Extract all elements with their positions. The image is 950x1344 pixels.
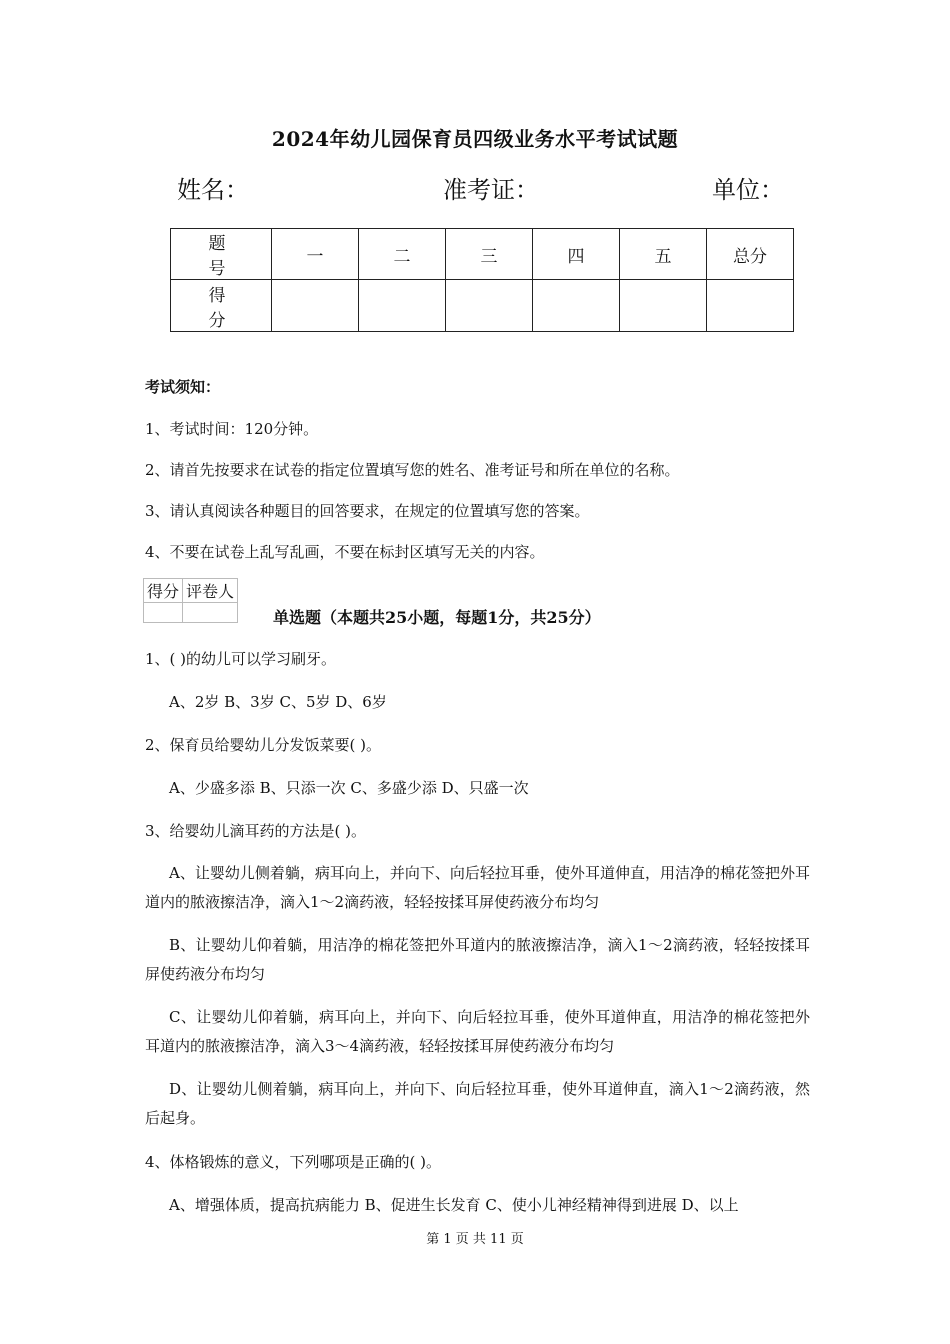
score-table-col-total: 总分: [707, 229, 794, 280]
grader-reviewer-cell: [183, 603, 238, 623]
score-cell: [272, 280, 359, 332]
score-table-col-2: 二: [359, 229, 446, 280]
ticket-label: 准考证：: [443, 176, 539, 204]
question-options: A、2岁 B、3岁 C、5岁 D、6岁: [169, 693, 387, 711]
score-cell: [620, 280, 707, 332]
notice-item: 4、不要在试卷上乱写乱画，不要在标封区填写无关的内容。: [145, 543, 545, 561]
question-stem: 3、给婴幼儿滴耳药的方法是( )。: [145, 822, 367, 840]
notice-item: 3、请认真阅读各种题目的回答要求，在规定的位置填写您的答案。: [145, 502, 590, 520]
score-table-col-3: 三: [446, 229, 533, 280]
question-option-b: B、让婴幼儿仰着躺，用洁净的棉花签把外耳道内的脓液擦洁净，滴入1～2滴药液，轻轻按揉耳屏使药液分布均匀: [145, 936, 810, 983]
score-table-col-5: 五: [620, 229, 707, 280]
notice-item: 2、请首先按要求在试卷的指定位置填写您的姓名、准考证号和所在单位的名称。: [145, 461, 680, 479]
notice-item: 1、考试时间：120分钟。: [145, 420, 319, 438]
page-footer: 第 1 页 共 11 页: [426, 1232, 524, 1247]
grader-box: [143, 578, 238, 623]
score-cell: [446, 280, 533, 332]
name-label: 姓名：: [177, 176, 249, 204]
question-option-c: C、让婴幼儿仰着躺，病耳向上，并向下、向后轻拉耳垂，使外耳道伸直，用洁净的棉花签把外耳道内的脓液擦洁净，滴入3～4滴药液，轻轻按揉耳屏使药液分布均匀: [145, 1008, 810, 1055]
question-options: A、少盛多添 B、只添一次 C、多盛少添 D、只盛一次: [169, 779, 529, 797]
score-table-col-4: 四: [533, 229, 620, 280]
grader-score-label: 得分: [144, 579, 183, 603]
question-stem: 4、体格锻炼的意义，下列哪项是正确的( )。: [145, 1153, 442, 1171]
notice-heading: 考试须知：: [145, 378, 221, 396]
unit-label: 单位：: [712, 176, 784, 204]
score-table: [170, 228, 794, 332]
score-table-col-1: 一: [272, 229, 359, 280]
score-table-header-label: 题 号: [171, 229, 272, 280]
question-option-a: A、让婴幼儿侧着躺，病耳向上，并向下、向后轻拉耳垂，使外耳道伸直，用洁净的棉花签把外耳道内的脓液擦洁净，滴入1～2滴药液，轻轻按揉耳屏使药液分布均匀: [145, 864, 810, 911]
score-cell: [707, 280, 794, 332]
score-cell: [359, 280, 446, 332]
grader-score-cell: [144, 603, 183, 623]
page-title: 2024年幼儿园保育员四级业务水平考试试题: [271, 127, 679, 151]
score-table-score-label: 得 分: [171, 280, 272, 332]
question-stem: 1、( )的幼儿可以学习刷牙。: [145, 650, 337, 668]
score-cell: [533, 280, 620, 332]
question-stem: 2、保育员给婴幼儿分发饭菜要( )。: [145, 736, 382, 754]
question-option-d: D、让婴幼儿侧着躺，病耳向上，并向下、向后轻拉耳垂，使外耳道伸直，滴入1～2滴药液，然后起身。: [145, 1080, 810, 1127]
grader-reviewer-label: 评卷人: [183, 579, 238, 603]
section-title: 单选题（本题共25小题，每题1分，共25分）: [273, 608, 601, 627]
question-options: A、增强体质，提高抗病能力 B、促进生长发育 C、使小儿神经精神得到进展 D、以上: [169, 1196, 739, 1214]
